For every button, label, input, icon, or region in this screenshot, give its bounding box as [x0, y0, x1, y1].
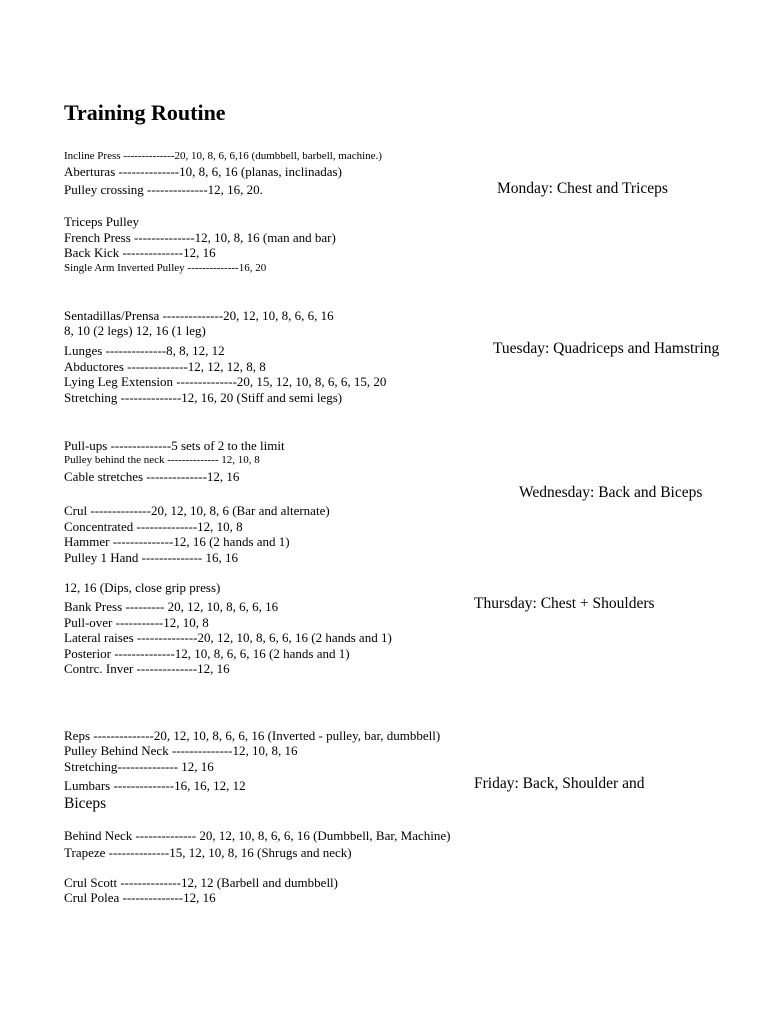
exercise-line: Stretching --------------12, 16, 20 (Stiff and semi legs) [64, 390, 343, 405]
exercise-line: Pulley behind the neck -------------- 12, 10, 8 [64, 454, 260, 466]
exercise-line: Pulley Behind Neck --------------12, 10, 8, 16 [64, 743, 298, 758]
exercise-line: Hammer --------------12, 16 (2 hands and 1) [64, 534, 290, 549]
day-heading-monday: Monday: Chest and Triceps [497, 180, 668, 197]
exercise-line: Contrc. Inver --------------12, 16 [64, 661, 230, 676]
exercise-line: Lateral raises --------------20, 12, 10, 8, 6, 6, 16 (2 hands and 1) [64, 630, 392, 645]
exercise-line: Sentadillas/Prensa --------------20, 12, 10, 8, 6, 6, 16 [64, 308, 334, 323]
exercise-line: Posterior --------------12, 10, 8, 6, 6, 16 (2 hands and 1) [64, 646, 350, 661]
exercise-line: Behind Neck -------------- 20, 12, 10, 8, 6, 6, 16 (Dumbbell, Bar, Machine) [64, 828, 451, 843]
exercise-line: Lunges --------------8, 8, 12, 12 [64, 343, 225, 358]
page-title: Training Routine [64, 100, 226, 125]
day-heading-wednesday: Wednesday: Back and Biceps [519, 484, 703, 501]
exercise-line: Abductores --------------12, 12, 12, 8, 8 [64, 359, 266, 374]
exercise-line: Reps --------------20, 12, 10, 8, 6, 6, 16 (Inverted - pulley, bar, dumbbell) [64, 728, 441, 743]
exercise-line: Bank Press --------- 20, 12, 10, 8, 6, 6, 16 [64, 599, 279, 614]
exercise-line: Back Kick --------------12, 16 [64, 245, 216, 260]
exercise-line: Pull-ups --------------5 sets of 2 to the limit [64, 438, 285, 453]
day-heading-friday: Friday: Back, Shoulder and [474, 775, 645, 792]
exercise-line: Pulley 1 Hand -------------- 16, 16 [64, 550, 238, 565]
exercise-line: Crul --------------20, 12, 10, 8, 6 (Bar and alternate) [64, 503, 330, 518]
exercise-line: Crul Polea --------------12, 16 [64, 890, 216, 905]
exercise-line: Stretching-------------- 12, 16 [64, 759, 214, 774]
day-heading-thursday: Thursday: Chest + Shoulders [474, 595, 655, 612]
day-heading-tuesday: Tuesday: Quadriceps and Hamstring [493, 340, 720, 357]
exercise-line: Incline Press --------------20, 10, 8, 6, 6,16 (dumbbell, barbell, machine.) [64, 150, 382, 162]
exercise-line: Triceps Pulley [64, 214, 139, 229]
exercise-line: Single Arm Inverted Pulley --------------16, 20 [64, 262, 267, 274]
exercise-line: Lying Leg Extension --------------20, 15, 12, 10, 8, 6, 6, 15, 20 [64, 374, 387, 389]
exercise-line: 8, 10 (2 legs) 12, 16 (1 leg) [64, 323, 206, 338]
exercise-line: Concentrated --------------12, 10, 8 [64, 519, 243, 534]
exercise-line: Trapeze --------------15, 12, 10, 8, 16 (Shrugs and neck) [64, 845, 352, 860]
exercise-line: Lumbars --------------16, 16, 12, 12 [64, 778, 246, 793]
day-heading-friday-continued: Biceps [64, 795, 107, 812]
exercise-line: Pull-over -----------12, 10, 8 [64, 615, 209, 630]
exercise-line: Cable stretches --------------12, 16 [64, 469, 240, 484]
exercise-line: French Press --------------12, 10, 8, 16 (man and bar) [64, 230, 336, 245]
exercise-line: Aberturas --------------10, 8, 6, 16 (planas, inclinadas) [64, 164, 342, 179]
exercise-line: 12, 16 (Dips, close grip press) [64, 580, 221, 595]
exercise-line: Pulley crossing --------------12, 16, 20. [64, 182, 263, 197]
exercise-line: Crul Scott --------------12, 12 (Barbell and dumbbell) [64, 875, 338, 890]
